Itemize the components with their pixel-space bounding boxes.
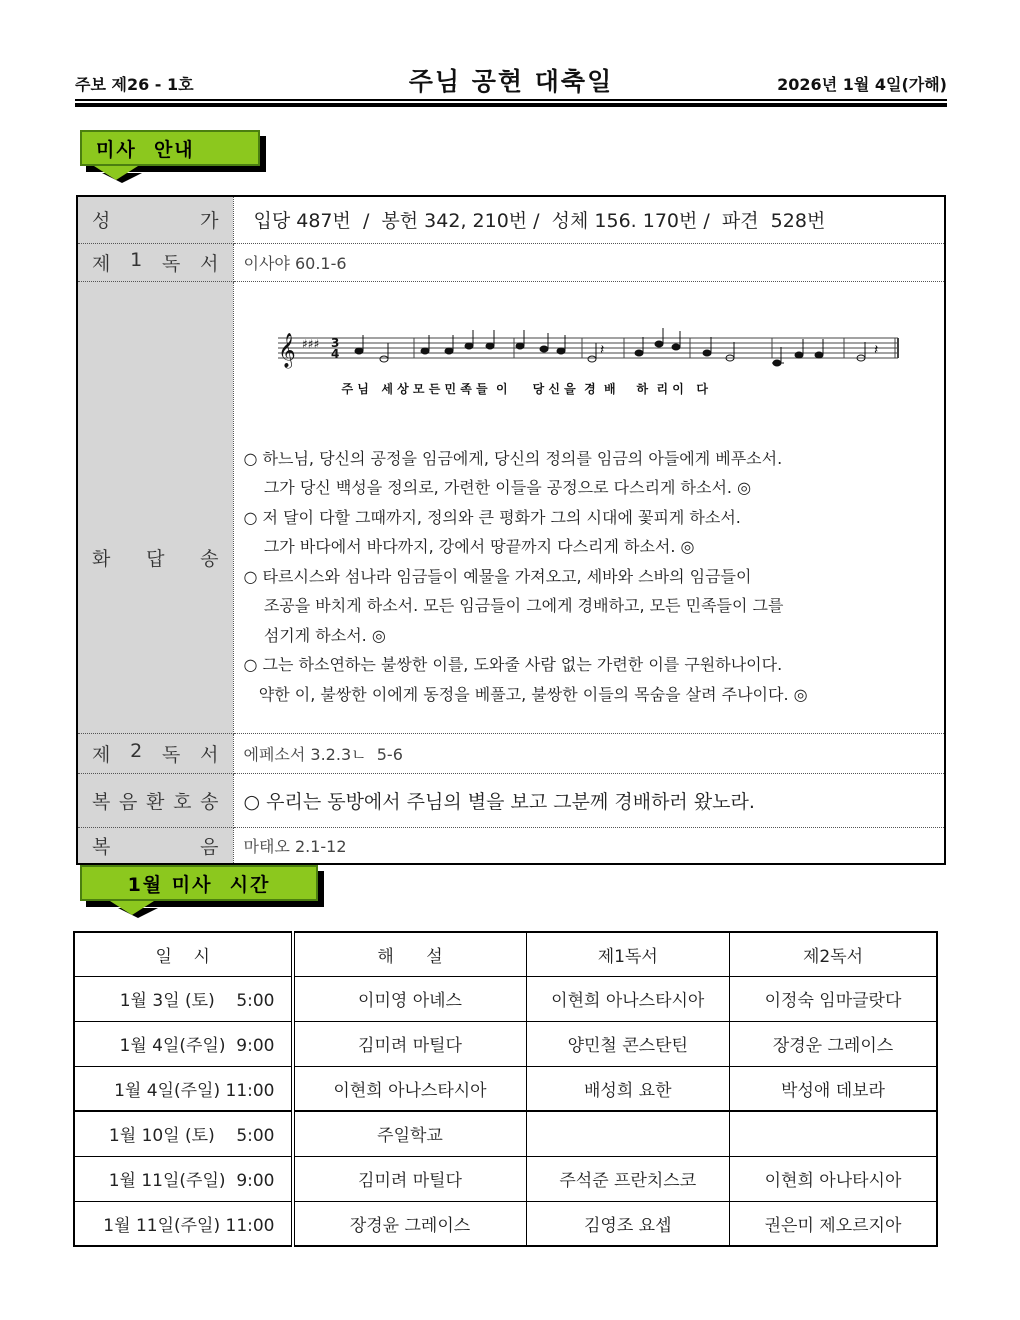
col-header-reading2: 제2독서 [730, 932, 938, 976]
second-reading-value: 에페소서 3.2.3ㄴ 5-6 [233, 734, 945, 774]
svg-text:♯♯♯: ♯♯♯ [301, 336, 319, 351]
header-divider-thick [75, 103, 947, 107]
arrow-down-icon [94, 166, 138, 180]
psalm-line: 약한 이, 불쌍한 이에게 동정을 베풀고, 불쌍한 이들의 목숨을 살려 주나이다. ◎ [243, 684, 808, 704]
psalm-line: ○ 저 달이 다할 그때까지, 정의와 큰 평화가 그의 시대에 꽃피게 하소서. [243, 507, 741, 527]
mass-schedule-table [73, 931, 938, 1247]
svg-text:4: 4 [330, 346, 339, 361]
header-divider [75, 99, 947, 101]
svg-text:3: 3 [330, 335, 339, 350]
bulletin-date: 2026년 1월 4일(가해) [777, 75, 947, 94]
page-title: 주님 공현 대축일 [408, 67, 614, 96]
music-staff-icon [262, 318, 902, 378]
row-gospel-acclamation [77, 774, 945, 828]
row-psalm [77, 281, 945, 734]
issue-number: 주보 제26 - 1호 [75, 75, 194, 94]
psalm-line: ○ 그는 하소연하는 불쌍한 이를, 도와줄 사람 없는 가련한 이를 구원하나이다. [243, 655, 783, 674]
psalm-line: 섬기게 하소서. ◎ [243, 625, 386, 645]
section-banner-mass-guide [80, 130, 260, 166]
psalm-line: 조공을 바치게 하소서. 모든 임금들이 그에게 경배하고, 모든 민족들이 그를 [243, 596, 784, 615]
row-gospel [77, 828, 945, 864]
col-header-time: 일 시 [74, 932, 293, 976]
psalm-line: ○ 하느님, 당신의 공정을 임금에게, 당신의 정의를 임금의 아들에게 베푸소서. [243, 448, 783, 468]
section-banner-schedule [80, 865, 318, 901]
arrow-down-icon [110, 901, 154, 915]
label-first-reading: 제 1 독 서 [77, 243, 233, 281]
row-first-reading [77, 243, 945, 281]
gospel-acclamation-value: ○ 우리는 동방에서 주님의 별을 보고 그분께 경배하러 왔노라. [233, 774, 945, 828]
gospel-value: 마태오 2.1-12 [243, 836, 347, 856]
section-title: 1월 미사 시간 [127, 873, 271, 896]
svg-text:𝄽: 𝄽 [873, 341, 878, 358]
psalm-line: 그가 바다에서 바다까지, 강에서 땅끝까지 다스리게 하소서. ◎ [243, 537, 695, 556]
psalm-line: 그가 당신 백성을 정의로, 가련한 이들을 공정으로 다스리게 하소서. ◎ [243, 478, 752, 497]
hymns-value: 입당 487번 / 봉헌 342, 210번 / 성체 156. 170번 / 파견 528번 [233, 196, 945, 243]
label-second-reading: 제 2 독 서 [77, 734, 233, 774]
psalm-line: ○ 타르시스와 섬나라 임금들이 예물을 가져오고, 세바와 스바의 임금들이 [243, 566, 752, 586]
music-score [262, 318, 912, 398]
section-title: 미사 안내 [96, 138, 195, 161]
label-gospel: 복 음 [77, 828, 233, 864]
svg-text:𝄽: 𝄽 [599, 341, 604, 358]
table-row: 1월 4일(주일) 9:00 김미려 마틸다 양민철 콘스탄틴 장경운 그레이스 [74, 1021, 937, 1066]
row-second-reading [77, 734, 945, 774]
first-reading-value: 이사야 60.1-6 [233, 243, 945, 281]
col-header-commentary: 해 설 [293, 932, 527, 976]
psalm-verses [244, 398, 945, 734]
lyrics: 주 님 세 상 모 든 민 족 들 이 당 신 을 경 배 하 리 이 다 [341, 381, 708, 396]
row-hymns [77, 196, 945, 243]
table-row: 1월 11일(주일) 11:00 장경윤 그레이스 김영조 요셉 권은미 제오르지아 [74, 1201, 937, 1246]
table-row: 1월 4일(주일) 11:00 이현희 아나스타시아 배성희 요한 박성애 데보라 [74, 1066, 937, 1111]
label-hymns: 성 가 [77, 196, 233, 243]
table-row: 1월 3일 (토) 5:00 이미영 아녜스 이현희 아나스타시아 이정숙 임마글랏다 [74, 976, 937, 1021]
table-row: 1월 11일(주일) 9:00 김미려 마틸다 주석준 프란치스코 이현희 아나타시아 [74, 1156, 937, 1201]
label-gospel-acclamation: 복 음 환 호 송 [77, 774, 233, 828]
label-psalm: 화 답 송 [77, 281, 233, 734]
col-header-reading1: 제1독서 [526, 932, 729, 976]
svg-text:𝄞: 𝄞 [277, 332, 296, 368]
mass-info-table [76, 195, 946, 865]
bulletin-header [75, 62, 947, 98]
psalm-content [233, 281, 945, 734]
table-row: 1월 10일 (토) 5:00 주일학교 [74, 1111, 937, 1156]
table-header-row [74, 932, 937, 976]
